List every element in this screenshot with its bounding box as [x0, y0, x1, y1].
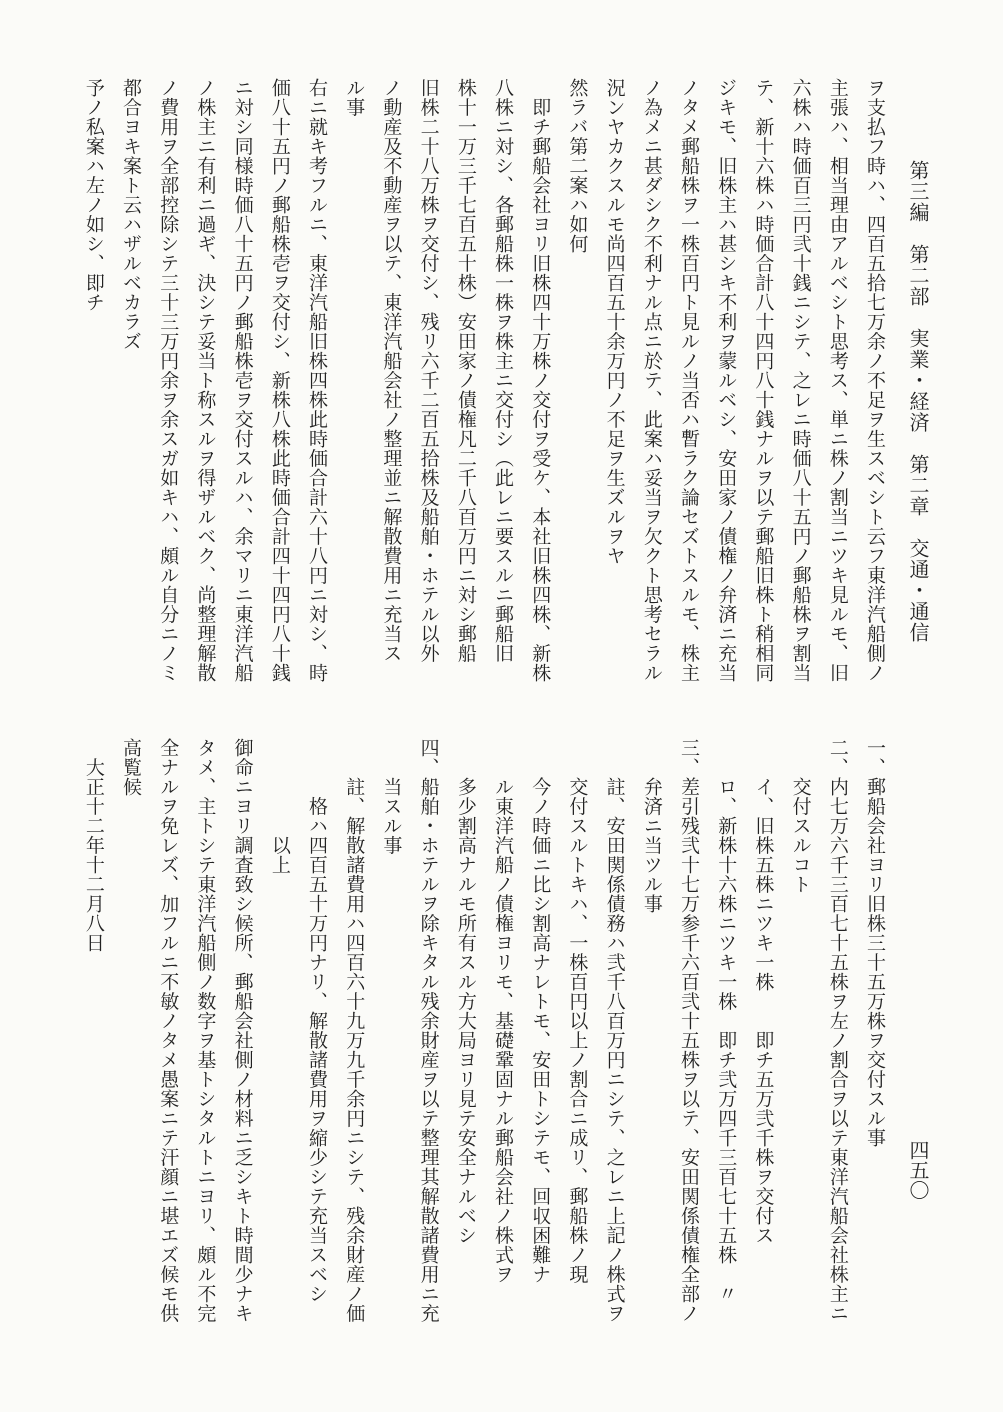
upper-line-12: 株十一万三千七百五十株）安田家ノ債権凡二千八百万円ニ対シ郵船: [454, 78, 477, 663]
lower-line-13: 四、船舶・ホテルヲ除キタル残余財産ヲ以テ整理其解散諸費用ニ充: [417, 738, 440, 1323]
lower-line-11: ル東洋汽船ノ債権ヨリモ、基礎鞏固ナル郵船会社ノ株式ヲ: [492, 738, 514, 1284]
lower-line-4: イ、旧株五株ニツキ一株 即チ五万弐千株ヲ交付ス: [752, 738, 775, 1245]
upper-line-10: 即チ郵船会社ヨリ旧株四十万株ノ交付ヲ受ケ、本社旧株四株、新株: [529, 78, 552, 683]
upper-line-21: 都合ヨキ案ト云ハザルベカラズ: [120, 78, 142, 351]
lower-line-18: 御命ニヨリ調査致シ候所、郵船会社側ノ材料ニ乏シキト時間少ナキ: [231, 738, 254, 1323]
lower-line-21: 高覧候: [120, 738, 142, 797]
lower-line-3: 交付スルコト: [789, 738, 812, 894]
lower-line-2: 二、内七万六千三百七十五株ヲ左ノ割合ヲ以テ東洋汽船会社株主ニ: [826, 738, 849, 1323]
upper-line-13: 旧株二十八万株ヲ交付シ、残リ六千二百五拾株及船舶・ホテル以外: [417, 78, 440, 663]
lower-line-12: 多少割高ナルモ所有スル方大局ヨリ見テ安全ナルベシ: [454, 738, 477, 1245]
upper-line-8: 況ンヤカクスルモ尚四百五十余万円ノ不足ヲ生ズルヲヤ: [603, 78, 626, 566]
lower-line-10: 今ノ時価ニ比シ割高ナレトモ、安田トシテモ、回収困難ナ: [529, 738, 552, 1284]
page-number: 四五〇: [906, 1140, 930, 1200]
lower-line-19: タメ、主トシテ東洋汽船側ノ数字ヲ基トシタルトニヨリ、頗ル不完: [194, 738, 217, 1323]
lower-line-6: 三、差引残弐十七万参千六百弐十五株ヲ以テ、安田関係債権全部ノ: [678, 738, 700, 1323]
lower-line-5: ロ、新株十六株ニツキ一株 即チ弐万四千三百七十五株 〃: [715, 738, 738, 1304]
upper-line-15: ル事: [343, 78, 366, 117]
upper-line-22: 予ノ私案ハ左ノ如シ、即チ: [82, 78, 105, 312]
upper-line-18: ニ対シ同様時価八十五円ノ郵船株壱ヲ交付スルハ、余マリニ東洋汽船: [231, 78, 254, 683]
upper-line-3: 六株ハ時価百三円弐十銭ニシテ、之レニ時価八十五円ノ郵船株ヲ割当: [789, 78, 812, 683]
running-head: 第三編 第二部 実業・経済 第二章 交通・通信: [906, 160, 930, 643]
lower-line-8: 註、安田関係債務ハ弐千八百万円ニシテ、之レニ上記ノ株式ヲ: [603, 738, 626, 1323]
lower-line-22: 大正十二年十二月八日: [82, 738, 105, 953]
upper-line-9: 然ラバ第二案ハ如何: [566, 78, 589, 254]
lower-line-16: 格ハ四百五十万円ナリ、解散諸費用ヲ縮少シテ充当スベシ: [306, 738, 328, 1304]
upper-line-20: ノ費用ヲ全部控除シテ三十三万円余ヲ余スガ如キハ、頗ル自分ニノミ: [157, 78, 180, 683]
lower-line-9: 交付スルトキハ、一株百円以上ノ割合ニ成リ、郵船株ノ現: [566, 738, 589, 1284]
upper-line-19: ノ株主ニ有利ニ過ギ、決シテ妥当ト称スルヲ得ザルベク、尚整理解散: [194, 78, 217, 683]
upper-line-11: 八株ニ対シ、各郵船株一株ヲ株主ニ交付シ（此レニ要スルニ郵船旧: [492, 78, 514, 663]
lower-line-15: 註、解散諸費用ハ四百六十九万九千余円ニシテ、残余財産ノ価: [343, 738, 366, 1323]
lower-line-14: 当スル事: [380, 738, 403, 855]
lower-line-17: 以上: [268, 738, 291, 875]
upper-line-17: 価八十五円ノ郵船株壱ヲ交付シ、新株八株此時価合計四十四円八十銭: [268, 78, 291, 683]
lower-line-1: 一、郵船会社ヨリ旧株三十五万株ヲ交付スル事: [864, 738, 886, 1148]
lower-line-20: 全ナルヲ免レズ、加フルニ不敏ノタメ愚案ニテ汗顔ニ堪エズ候モ供: [157, 738, 180, 1323]
upper-line-4: テ、新十六株ハ時価合計八十四円八十銭ナルヲ以テ郵船旧株ト稍相同: [752, 78, 775, 683]
upper-line-7: ノ為メニ甚ダシク不利ナル点ニ於テ、此案ハ妥当ヲ欠クト思考セラル: [640, 78, 663, 683]
upper-line-6: ノタメ郵船株ヲ一株百円ト見ルノ当否ハ暫ラク論セズトスルモ、株主: [678, 78, 700, 683]
upper-line-14: ノ動産及不動産ヲ以テ、東洋汽船会社ノ整理並ニ解散費用ニ充当ス: [380, 78, 403, 663]
upper-line-5: ジキモ、旧株主ハ甚シキ不利ヲ蒙ルベシ、安田家ノ債権ノ弁済ニ充当: [715, 78, 738, 683]
lower-line-7: 弁済ニ当ツル事: [640, 738, 663, 914]
upper-line-16: 右ニ就キ考フルニ、東洋汽船旧株四株此時価合計六十八円ニ対シ、時: [306, 78, 328, 683]
upper-line-2: 主張ハ、相当理由アルベシト思考ス、単ニ株ノ割当ニツキ見ルモ、旧: [826, 78, 849, 683]
upper-line-1: ヲ支払フ時ハ、四百五拾七万余ノ不足ヲ生スベシト云フ東洋汽船側ノ: [864, 78, 886, 683]
